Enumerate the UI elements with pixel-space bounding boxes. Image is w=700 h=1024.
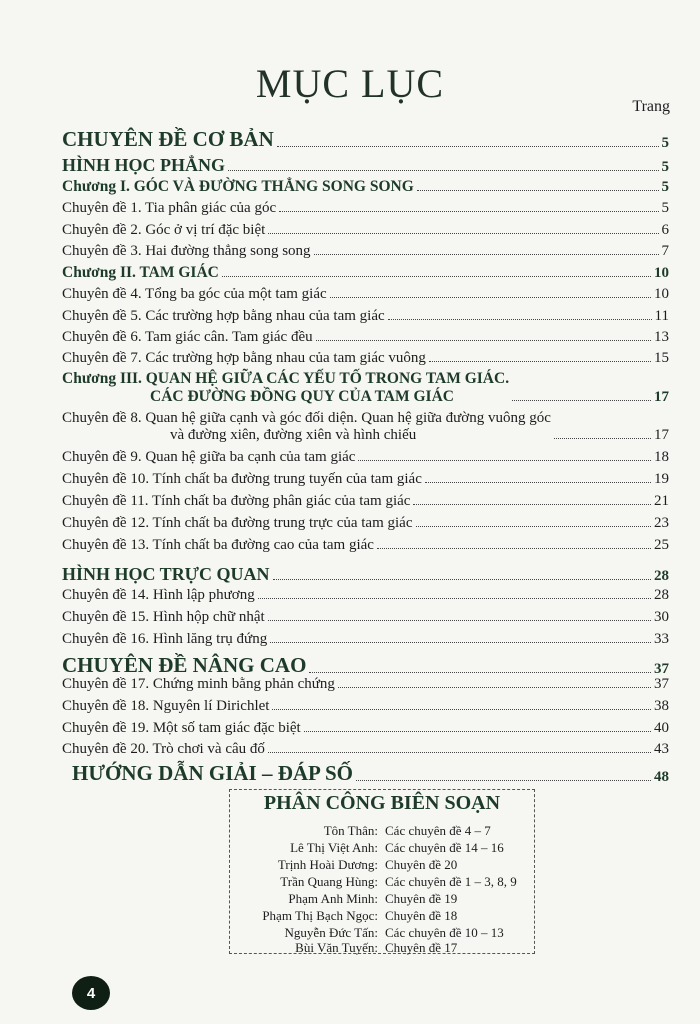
toc-label: Chuyên đề 6. Tam giác cân. Tam giác đều [62, 329, 313, 345]
leader-dots [304, 731, 651, 732]
toc-entry[interactable] [62, 741, 669, 758]
toc-chapter-3[interactable] [62, 370, 669, 406]
toc-entry[interactable] [62, 676, 669, 693]
leader-dots [416, 526, 652, 527]
toc-chapter-2[interactable] [62, 264, 669, 282]
toc-label: Chuyên đề 13. Tính chất ba đường cao của tam giác [62, 537, 374, 553]
leader-dots [358, 460, 651, 461]
author-chapters: Chuyên đề 19 [385, 891, 458, 906]
author-name: Phạm Anh Minh: [288, 891, 378, 906]
page-column-label: Trang [632, 98, 670, 115]
page-title: MỤC LỤC [255, 61, 445, 106]
leader-dots [429, 361, 651, 362]
toc-page: 37 [654, 661, 669, 677]
toc-label: Chuyên đề 9. Quan hệ giữa ba cạnh của tam giác [62, 449, 356, 465]
toc-page: 21 [654, 493, 669, 509]
toc-label: HÌNH HỌC PHẲNG [62, 155, 226, 175]
toc-label: Chuyên đề 12. Tính chất ba đường trung trực của tam giác [62, 515, 413, 531]
toc-page: 28 [654, 587, 669, 603]
leader-dots [316, 340, 651, 341]
toc-label: Chuyên đề 18. Nguyên lí Dirichlet [62, 698, 270, 714]
leader-dots [222, 276, 651, 277]
leader-dots [309, 672, 651, 673]
toc-entry[interactable] [62, 243, 669, 260]
toc-label: Chuyên đề 15. Hình hộp chữ nhật [62, 609, 265, 625]
toc-page: 38 [654, 698, 669, 714]
toc-entry[interactable] [62, 410, 669, 444]
toc-page: 33 [654, 631, 669, 647]
toc-page: 43 [654, 741, 669, 757]
toc-label: CHUYÊN ĐỀ NÂNG CAO [62, 653, 307, 677]
toc-page: 40 [654, 720, 669, 736]
toc-section-plane-geometry[interactable] [62, 155, 669, 176]
toc-label: Chuyên đề 19. Một số tam giác đặc biệt [62, 720, 301, 736]
toc-page: 5 [661, 179, 669, 195]
author-chapters: Chuyên đề 20 [385, 857, 458, 872]
leader-dots [356, 780, 651, 781]
toc-chapter-1[interactable] [62, 178, 669, 196]
leader-dots [425, 482, 651, 483]
leader-dots [258, 598, 651, 599]
leader-dots [330, 297, 651, 298]
leader-dots [277, 146, 659, 147]
author-name: Phạm Thị Bạch Ngọc: [262, 908, 378, 923]
toc-entry[interactable] [62, 350, 669, 367]
leader-dots [270, 642, 651, 643]
toc-page: 5 [661, 200, 669, 216]
toc-entry[interactable] [62, 308, 669, 325]
toc-page: 6 [661, 222, 669, 238]
leader-dots [268, 752, 651, 753]
toc-entry[interactable] [62, 200, 669, 217]
toc-page: 18 [654, 449, 669, 465]
toc-page: 23 [654, 515, 669, 531]
toc-label: Chuyên đề 5. Các trường hợp bằng nhau của tam giác [62, 308, 385, 324]
toc-page: 28 [654, 568, 669, 584]
leader-dots [377, 548, 651, 549]
leader-dots [268, 620, 651, 621]
author-name: Lê Thị Việt Anh: [290, 840, 378, 855]
toc-label: Chuyên đề 14. Hình lập phương [62, 587, 255, 603]
toc-label: Chương II. TAM GIÁC [62, 264, 219, 281]
toc-page: 11 [654, 308, 669, 324]
leader-dots [268, 233, 658, 234]
toc-page: 25 [654, 537, 669, 553]
toc-page: 30 [654, 609, 669, 625]
toc-label: HƯỚNG DẪN GIẢI – ĐÁP SỐ [72, 761, 353, 785]
toc-section-advanced[interactable] [62, 653, 669, 678]
author-chapters: Các chuyên đề 4 – 7 [385, 823, 491, 838]
author-chapters: Các chuyên đề 14 – 16 [385, 840, 504, 855]
toc-entry[interactable] [62, 449, 669, 466]
toc-label-line2: và đường xiên, đường xiên và hình chiếu [170, 427, 417, 443]
toc-label: HÌNH HỌC TRỰC QUAN [62, 564, 270, 584]
toc-page: 19 [654, 471, 669, 487]
toc-page: 5 [661, 159, 669, 175]
toc-page: 48 [654, 769, 669, 785]
toc-page: 5 [661, 135, 669, 151]
toc-label: Chuyên đề 3. Hai đường thẳng song song [62, 243, 311, 259]
author-chapters: Các chuyên đề 10 – 13 [385, 925, 504, 940]
toc-entry[interactable] [62, 537, 669, 554]
toc-page: 7 [661, 243, 669, 259]
toc-label: Chuyên đề 4. Tổng ba góc của một tam giác [62, 286, 327, 302]
toc-label: CHUYÊN ĐỀ CƠ BẢN [62, 127, 274, 151]
toc-label: Chương III. QUAN HỆ GIỮA CÁC YẾU TỐ TRONG TAM GIÁC. [62, 370, 510, 387]
leader-dots [279, 211, 658, 212]
author-chapters: Các chuyên đề 1 – 3, 8, 9 [385, 874, 517, 889]
toc-label: Chuyên đề 11. Tính chất ba đường phân giác của tam giác [62, 493, 411, 509]
leader-dots [228, 170, 658, 171]
author-chapters: Chuyên đề 18 [385, 908, 458, 923]
toc-label: Chuyên đề 8. Quan hệ giữa cạnh và góc đối diện. Quan hệ giữa đường vuông góc [62, 410, 551, 426]
toc-entry[interactable] [62, 471, 669, 488]
toc-entry[interactable] [62, 720, 669, 737]
author-name: Trần Quang Hùng: [280, 874, 378, 889]
toc-entry[interactable] [62, 493, 669, 510]
leader-dots [554, 438, 651, 439]
leader-dots [417, 190, 659, 191]
author-chapters: Chuyên đề 17 [385, 940, 458, 955]
toc-entry[interactable] [62, 698, 669, 715]
toc-label: Chuyên đề 7. Các trường hợp bằng nhau của tam giác vuông [62, 350, 426, 366]
authors-box [229, 789, 535, 954]
toc-entry[interactable] [62, 609, 669, 626]
toc-page: 17 [654, 389, 669, 405]
toc-label: Chuyên đề 2. Góc ở vị trí đặc biệt [62, 222, 266, 238]
author-name: Nguyễn Đức Tấn: [284, 925, 378, 940]
toc-entry[interactable] [62, 286, 669, 303]
toc-label: Chuyên đề 16. Hình lăng trụ đứng [62, 631, 268, 647]
leader-dots [273, 579, 651, 580]
toc-label: Chuyên đề 1. Tia phân giác của góc [62, 200, 277, 216]
toc-label: Chương I. GÓC VÀ ĐƯỜNG THẲNG SONG SONG [62, 178, 414, 195]
toc-label-line2: CÁC ĐƯỜNG ĐỒNG QUY CỦA TAM GIÁC [150, 388, 454, 405]
toc-page: 17 [654, 427, 669, 443]
toc-entry[interactable] [62, 222, 669, 239]
author-name: Bùi Văn Tuyến: [295, 940, 378, 955]
authors-box-title: PHÂN CÔNG BIÊN SOẠN [263, 792, 501, 814]
toc-label: Chuyên đề 10. Tính chất ba đường trung tuyến của tam giác [62, 471, 422, 487]
leader-dots [272, 709, 651, 710]
leader-dots [413, 504, 651, 505]
leader-dots [338, 687, 651, 688]
toc-label: Chuyên đề 17. Chứng minh bằng phản chứng [62, 676, 335, 692]
toc-entry[interactable] [62, 631, 669, 648]
page-number-badge: 4 [72, 976, 110, 1010]
toc-label: Chuyên đề 20. Trò chơi và câu đố [62, 741, 265, 757]
author-name: Trịnh Hoài Dương: [277, 857, 378, 872]
toc-page: 10 [654, 286, 669, 302]
toc-entry[interactable] [62, 587, 669, 604]
toc-entry[interactable] [62, 515, 669, 532]
toc-section-solutions[interactable] [72, 761, 669, 786]
toc-page: 37 [654, 676, 669, 692]
toc-section-basic[interactable] [62, 127, 669, 152]
toc-page: 15 [654, 350, 669, 366]
toc-page: 13 [654, 329, 669, 345]
toc-page: 10 [654, 265, 669, 281]
leader-dots [388, 319, 652, 320]
leader-dots [314, 254, 659, 255]
toc-section-visual-geometry[interactable] [62, 564, 669, 585]
toc-entry[interactable] [62, 329, 669, 346]
author-name: Tôn Thân: [323, 823, 378, 838]
leader-dots [512, 400, 651, 401]
